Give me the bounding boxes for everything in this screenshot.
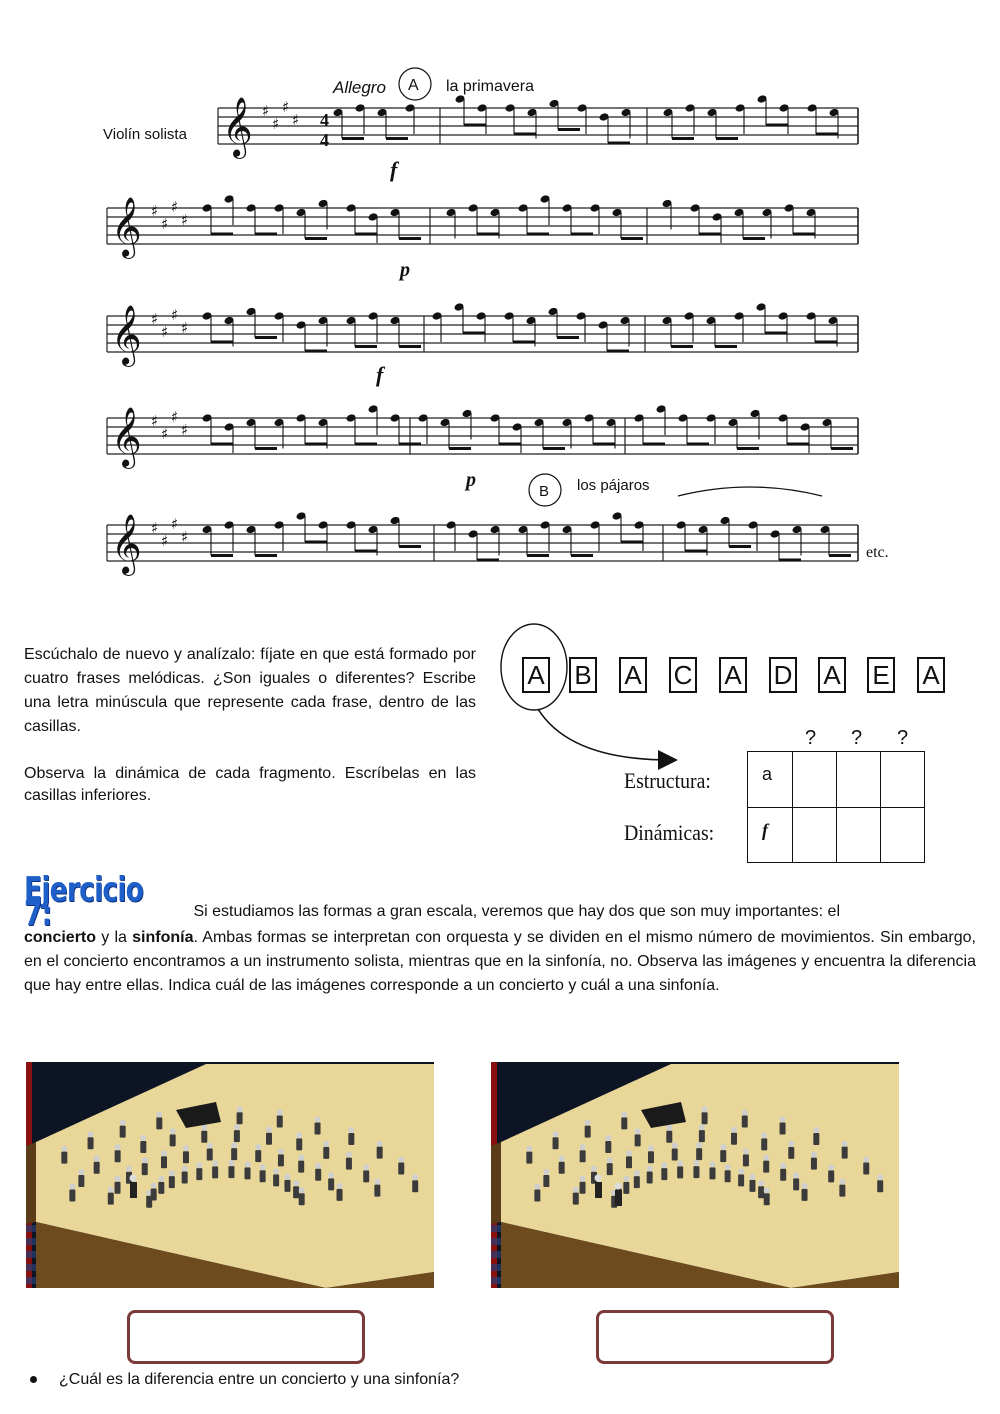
svg-text:♯: ♯ [161,323,169,341]
sequence-box-3: A [619,657,647,693]
dynamics-label: Dinámicas: [624,820,715,845]
bullet-icon [30,1376,37,1383]
svg-text:♯: ♯ [181,421,189,439]
svg-text:♯: ♯ [272,115,280,133]
sequence-box-5: A [719,657,747,693]
word-concierto: concierto [24,929,97,946]
music-score [0,0,1000,600]
svg-text:♯: ♯ [171,198,179,216]
exercise-7-title: Ejercicio 7: [24,870,144,934]
arrow-head [658,750,678,770]
sequence-box-7: A [818,657,846,693]
tempo-marking: Allegro [333,78,386,97]
question-mark-1: ? [805,727,817,749]
instrument-label: Violín solista [103,126,187,143]
answer-box-left[interactable] [127,1310,365,1364]
svg-text:♯: ♯ [151,310,159,328]
sequence-box-2: B [569,657,597,693]
question-mark-2: ? [851,727,863,749]
word-and: y la [96,929,133,946]
section-b-mark: B [539,483,550,500]
svg-text:♯: ♯ [181,211,189,229]
exercise-7-text [24,870,976,998]
answer-grid [747,751,925,863]
structure-cell-1[interactable] [748,752,793,808]
svg-text:𝄞: 𝄞 [222,97,253,157]
svg-text:♯: ♯ [282,98,290,116]
svg-text:♯: ♯ [171,515,179,533]
answer-box-right[interactable] [596,1310,834,1364]
svg-text:♯: ♯ [161,425,169,443]
svg-text:♯: ♯ [151,519,159,537]
dynamic-piano-2: p [466,469,476,491]
dynamics-cell-4[interactable] [880,807,924,863]
dynamic-piano-1: p [400,259,410,281]
structure-label: Estructura: [624,768,711,793]
sequence-box-9: A [917,657,945,693]
svg-text:♯: ♯ [161,532,169,550]
question-text: ¿Cuál es la diferencia entre un concierto y una sinfonía? [59,1371,460,1388]
svg-text:𝄞: 𝄞 [111,514,142,574]
structure-cell-3[interactable] [836,752,880,808]
svg-text:♯: ♯ [262,102,270,120]
svg-text:♯: ♯ [171,306,179,324]
sequence-box-1: A [522,657,550,693]
score-ending: etc. [866,544,889,561]
svg-text:♯: ♯ [151,412,159,430]
structure-cell-4[interactable] [880,752,924,808]
question-item [30,1371,459,1389]
dynamics-cell-1-text: f [762,819,768,840]
svg-text:♯: ♯ [151,202,159,220]
dynamic-forte-2: f [376,362,384,387]
section-a-mark: A [408,77,419,94]
arrow-curve [538,709,670,760]
svg-text:𝄞: 𝄞 [111,305,142,365]
sequence-box-6: D [769,657,797,693]
sequence-box-4: C [669,657,697,693]
time-signature-top: 4 [320,110,329,130]
slur [678,487,822,496]
word-sinfonia: sinfonía [132,929,194,946]
analysis-instructions-2: Observa la dinámica de cada fragmento. Escríbelas en las casillas inferiores. [24,765,476,804]
svg-text:♯: ♯ [171,408,179,426]
svg-text:♯: ♯ [181,319,189,337]
dynamic-forte-1: f [390,157,398,182]
exercise-7-body: . Ambas formas se interpretan con orquesta y se dividen en el mismo número de movimientos. Sin embargo, en el concierto encontramos a un instrumento solista, mientras que en la sinfonía, no. Observa las imágenes y encuentra la diferencia que hay entre ellas. Indica cuál de las imágenes corresponde a un concierto y cuál a una sinfonía. [24,929,976,994]
question-mark-3: ? [897,727,909,749]
structure-cell-1-text: a [762,764,773,784]
dynamics-cell-3[interactable] [836,807,880,863]
dynamics-row [748,807,925,863]
dynamics-cell-2[interactable] [792,807,836,863]
section-a-title: la primavera [446,78,535,95]
svg-text:𝄞: 𝄞 [111,197,142,257]
sequence-box-8: E [867,657,895,693]
section-b-title: los pájaros [577,477,650,494]
structure-cell-2[interactable] [792,752,836,808]
structure-row [748,752,925,808]
orchestra-image-right [491,1062,899,1288]
svg-text:𝄞: 𝄞 [111,407,142,467]
time-signature-bottom: 4 [320,130,329,150]
svg-text:♯: ♯ [181,528,189,546]
svg-text:♯: ♯ [161,215,169,233]
analysis-instructions-1: Escúchalo de nuevo y analízalo: fíjate en que está formado por cuatro frases melódicas. ¿Son iguales o diferentes? Escribe una letra minúscula que represente cada frase, dentro de las casillas. [24,646,476,735]
svg-text:♯: ♯ [292,111,300,129]
exercise-7-intro: Si estudiamos las formas a gran escala, veremos que hay dos que son muy importantes: el [189,903,840,920]
orchestra-image-left [26,1062,434,1288]
dynamics-cell-1[interactable] [748,807,793,863]
